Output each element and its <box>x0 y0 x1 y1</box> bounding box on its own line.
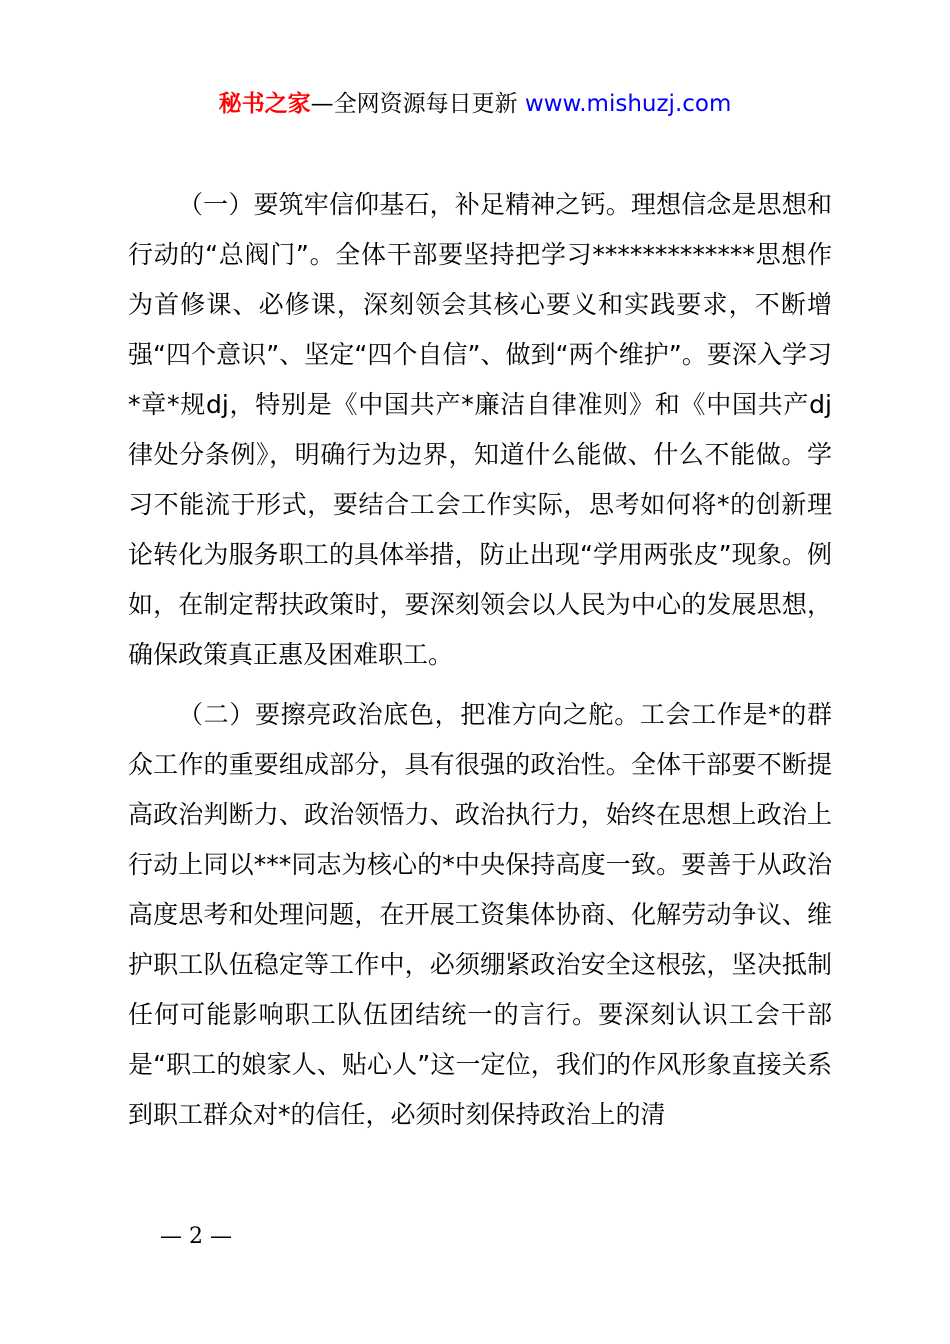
page-header <box>0 88 950 120</box>
header-tagline: —全网资源每日更新 <box>310 91 525 117</box>
header-url-link[interactable]: www.mishuzj.com <box>524 91 732 117</box>
header-brand: 秘书之家 <box>218 91 311 117</box>
page-number: — 2 — <box>160 1224 232 1249</box>
paragraph: （一）要筑牢信仰基石，补足精神之钙。理想信念是思想和行动的“总阀门”。全体干部要坚持把学习*************思想作为首修课、必修课，深刻领会其核心要义和实践要求，不断增强“四个意识”、坚定“四个自信”、做到“两个维护”。要深入学习*章*规dj，特别是《中国共产*廉洁自律准则》和《中国共产dj律处分条例》，明确行为边界，知道什么能做、什么不能做。学习不能流于形式，要结合工会工作实际，思考如何将*的创新理论转化为服务职工的具体举措，防止出现“学用两张皮”现象。例如，在制定帮扶政策时，要深刻领会以人民为中心的发展思想，确保政策真正惠及困难职工。 <box>128 190 832 669</box>
document-body <box>128 180 832 1150</box>
paragraph: （二）要擦亮政治底色，把准方向之舵。工会工作是*的群众工作的重要组成部分，具有很强的政治性。全体干部要不断提高政治判断力、政治领悟力、政治执行力，始终在思想上政治上行动上同以***同志为核心的*中央保持高度一致。要善于从政治高度思考和处理问题，在开展工资集体协商、化解劳动争议、维护职工队伍稳定等工作中，必须绷紧政治安全这根弦，坚决抵制任何可能影响职工队伍团结统一的言行。要深刻认识工会干部是“职工的娘家人、贴心人”这一定位，我们的作风形象直接关系到职工群众对*的信任，必须时刻保持政治上的清 <box>128 700 832 1129</box>
